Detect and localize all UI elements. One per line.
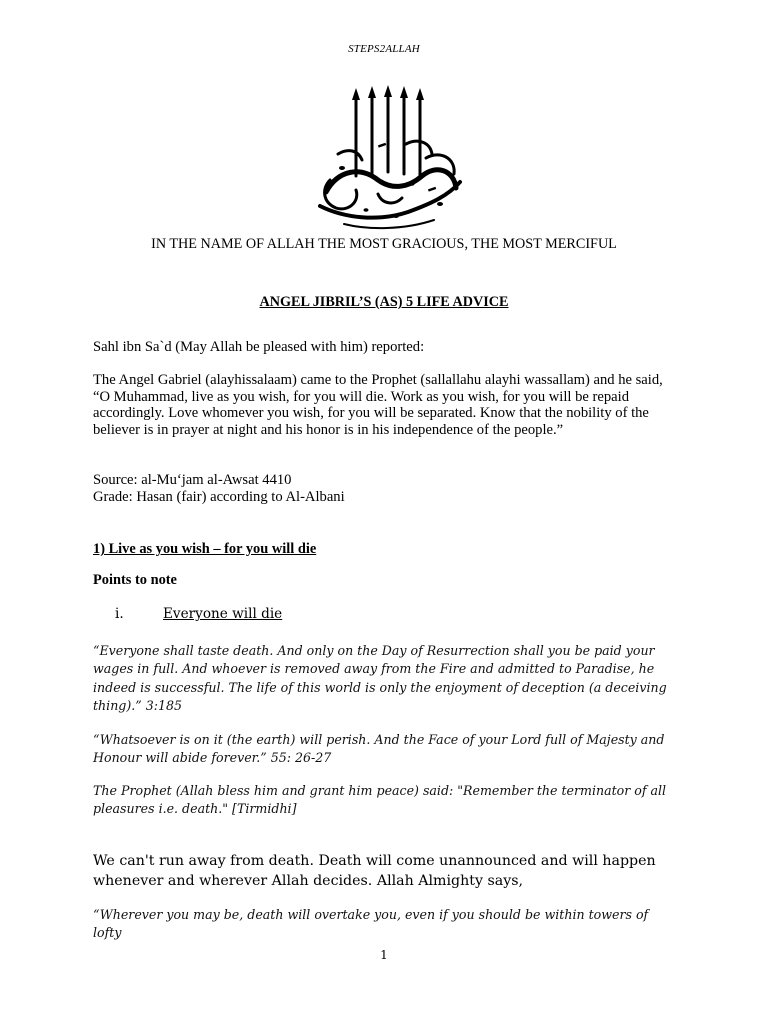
grade-line: Grade: Hasan (fair) according to Al-Albani [93,488,345,505]
page-header-title: STEPS2ALLAH [348,43,420,55]
points-label: Points to note [93,572,177,588]
quran-quote-truncated: “Wherever you may be, death will overtake you, even if you should be within towers of lofty [93,907,649,941]
page-number: 1 [380,948,388,962]
list-item-number: i. [115,606,124,622]
bismillah-calligraphy-icon [308,84,468,230]
source-line: Source: al-Mu‘jam al-Awsat 4410 [93,472,292,488]
quran-quote-3-185: “Everyone shall taste death. And only on the Day of Resurrection shall you be paid your wages in full. And whoever is removed away from the Fire and admitted to Paradise, he indeed is successful. The life of this world is only the enjoyment of deception (a deceiving thing).” 3:185 [93,643,667,714]
bismillah-translation: IN THE NAME OF ALLAH THE MOST GRACIOUS, THE MOST MERCIFUL [151,236,617,252]
document-title: ANGEL JIBRIL’S (AS) 5 LIFE ADVICE [259,294,509,310]
hadith-text: The Angel Gabriel (alayhissalaam) came to the Prophet (sallallahu alayhi wassallam) and he said, “O Muhammad, live as you wish, for you will die. Work as you wish, for you will be repaid accordingly. Love whomever you wish, for you will be separated. Know that the nobility of the believer is in prayer at night and his honor is in his independence of the people.” [93,372,663,438]
section-heading: 1) Live as you wish – for you will die [93,541,317,557]
reporter-line: Sahl ibn Sa`d (May Allah be pleased with him) reported: [93,339,425,355]
quran-quote-55-26: “Whatsoever is on it (the earth) will perish. And the Face of your Lord full of Majesty and Honour will abide forever.” 55: 26-27 [93,732,665,766]
list-item-text: Everyone will die [163,606,283,622]
source-block [93,472,675,505]
hadith-quote-tirmidhi: The Prophet (Allah bless him and grant him peace) said: "Remember the terminator of all pleasures i.e. death." [Tirmidhi] [93,783,667,817]
body-paragraph: We can't run away from death. Death will come unannounced and will happen whenever and wherever Allah decides. Allah Almighty says, [93,853,656,889]
